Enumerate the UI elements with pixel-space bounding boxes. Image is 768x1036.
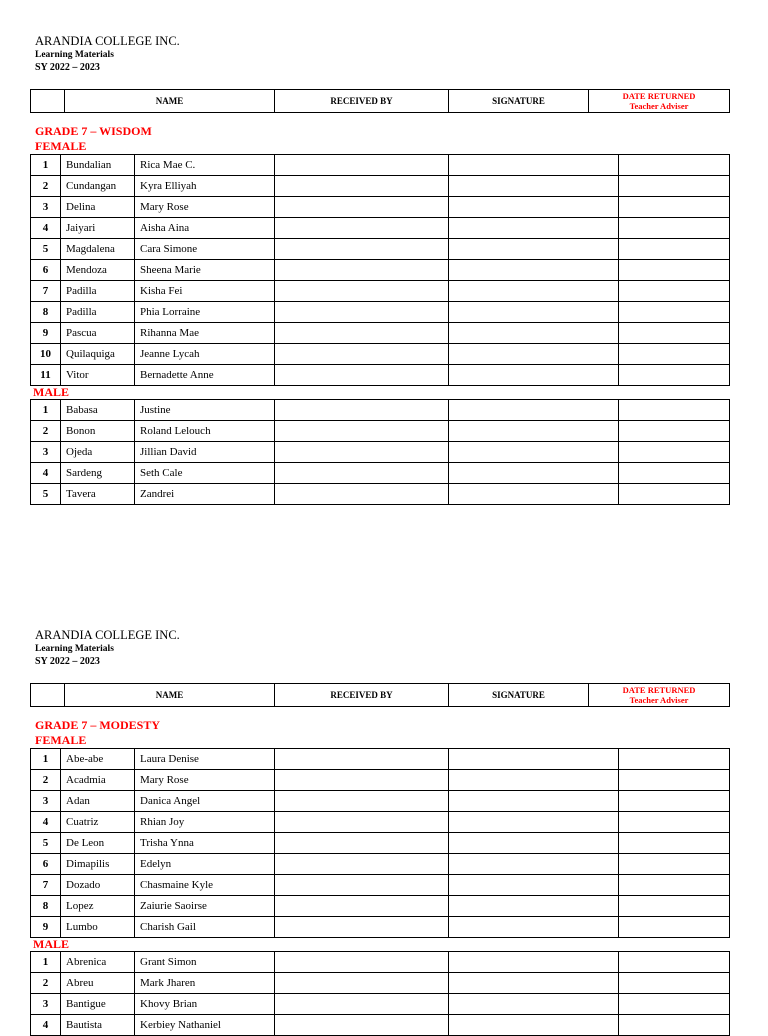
table-row [31,442,730,463]
first-name: Charish Gail [135,917,275,938]
received-by-cell [275,896,449,917]
date-returned-cell [619,442,730,463]
date-returned-cell [619,421,730,442]
female-label: FEMALE [35,733,87,747]
last-name: Lumbo [61,917,135,938]
first-name: Zaiurie Saoirse [135,896,275,917]
row-number: 11 [31,365,61,386]
school-name: ARANDIA COLLEGE INC. [35,34,180,48]
last-name: Padilla [61,281,135,302]
signature-cell [449,875,619,896]
date-returned-cell [619,973,730,994]
row-number: 2 [31,973,61,994]
row-number: 7 [31,875,61,896]
signature-cell [449,749,619,770]
number-header [31,684,65,707]
date-returned-cell [619,155,730,176]
signature-cell [449,400,619,421]
name-header: NAME [65,90,275,113]
table-row [31,770,730,791]
row-number: 2 [31,176,61,197]
first-name: Rihanna Mae [135,323,275,344]
row-number: 3 [31,791,61,812]
first-name: Trisha Ynna [135,833,275,854]
first-name: Kerbiey Nathaniel [135,1015,275,1036]
signature-cell [449,323,619,344]
table-row [31,917,730,938]
received-by-cell [275,1015,449,1036]
section-title: GRADE 7 – WISDOM [35,124,152,138]
first-name: Cara Simone [135,239,275,260]
last-name: Adan [61,791,135,812]
first-name: Bernadette Anne [135,365,275,386]
date-returned-cell [619,875,730,896]
first-name: Chasmaine Kyle [135,875,275,896]
date-returned-cell [619,400,730,421]
received-by-cell [275,176,449,197]
received-by-cell [275,323,449,344]
school-year: SY 2022 – 2023 [35,62,100,73]
date-returned-cell [619,218,730,239]
female-label: FEMALE [35,139,87,153]
row-number: 1 [31,400,61,421]
signature-cell [449,833,619,854]
last-name: Magdalena [61,239,135,260]
received-by-cell [275,442,449,463]
first-name: Rhian Joy [135,812,275,833]
date-returned-cell [619,239,730,260]
first-name: Mark Jharen [135,973,275,994]
table-row [31,281,730,302]
male-roster-table [30,951,730,1036]
date-returned-cell [619,463,730,484]
date-returned-cell [619,833,730,854]
table-row [31,155,730,176]
last-name: Padilla [61,302,135,323]
table-row [31,239,730,260]
male-label: MALE [33,937,69,951]
received-by-cell [275,770,449,791]
last-name: Bonon [61,421,135,442]
column-header-table [30,683,730,707]
row-number: 3 [31,994,61,1015]
row-number: 2 [31,421,61,442]
date-returned-header [589,90,730,113]
first-name: Edelyn [135,854,275,875]
signature-cell [449,952,619,973]
first-name: Mary Rose [135,197,275,218]
received-by-header: RECEIVED BY [275,90,449,113]
first-name: Roland Lelouch [135,421,275,442]
table-row [31,896,730,917]
last-name: Quilaquiga [61,344,135,365]
table-row [31,344,730,365]
section-title: GRADE 7 – MODESTY [35,718,161,732]
last-name: Lopez [61,896,135,917]
received-by-cell [275,973,449,994]
last-name: Abreu [61,973,135,994]
first-name: Jillian David [135,442,275,463]
table-row [31,994,730,1015]
row-number: 1 [31,749,61,770]
last-name: Ojeda [61,442,135,463]
female-roster-table [30,748,730,938]
table-row [31,833,730,854]
signature-cell [449,197,619,218]
row-number: 1 [31,155,61,176]
received-by-cell [275,791,449,812]
teacher-adviser-label: Teacher Adviser [629,101,689,111]
last-name: Cundangan [61,176,135,197]
date-returned-cell [619,854,730,875]
table-row [31,218,730,239]
date-returned-cell [619,917,730,938]
first-name: Rica Mae C. [135,155,275,176]
date-returned-cell [619,484,730,505]
received-by-cell [275,421,449,442]
row-number: 3 [31,197,61,218]
date-returned-header [589,684,730,707]
received-by-cell [275,260,449,281]
row-number: 4 [31,218,61,239]
last-name: Babasa [61,400,135,421]
last-name: Dozado [61,875,135,896]
date-returned-cell [619,260,730,281]
row-number: 2 [31,770,61,791]
received-by-cell [275,854,449,875]
table-row [31,854,730,875]
table-row [31,463,730,484]
signature-cell [449,973,619,994]
school-year: SY 2022 – 2023 [35,656,100,667]
received-by-cell [275,749,449,770]
signature-cell [449,896,619,917]
number-header [31,90,65,113]
last-name: Acadmia [61,770,135,791]
table-row [31,197,730,218]
first-name: Justine [135,400,275,421]
last-name: Vitor [61,365,135,386]
signature-cell [449,442,619,463]
table-row [31,749,730,770]
first-name: Khovy Brian [135,994,275,1015]
table-row [31,952,730,973]
signature-cell [449,994,619,1015]
first-name: Grant Simon [135,952,275,973]
first-name: Jeanne Lycah [135,344,275,365]
signature-cell [449,302,619,323]
received-by-cell [275,155,449,176]
date-returned-cell [619,770,730,791]
table-row [31,484,730,505]
last-name: Bautista [61,1015,135,1036]
row-number: 6 [31,260,61,281]
first-name: Zandrei [135,484,275,505]
table-row [31,302,730,323]
signature-header: SIGNATURE [449,90,589,113]
row-number: 10 [31,344,61,365]
date-returned-cell [619,812,730,833]
last-name: Tavera [61,484,135,505]
document-subtitle: Learning Materials [35,50,114,60]
last-name: Bundalian [61,155,135,176]
column-header-table [30,89,730,113]
signature-cell [449,484,619,505]
received-by-cell [275,281,449,302]
row-number: 4 [31,812,61,833]
row-number: 5 [31,833,61,854]
last-name: Pascua [61,323,135,344]
signature-cell [449,155,619,176]
row-number: 5 [31,239,61,260]
date-returned-cell [619,791,730,812]
table-row [31,176,730,197]
date-returned-cell [619,197,730,218]
first-name: Kisha Fei [135,281,275,302]
signature-cell [449,812,619,833]
date-returned-cell [619,302,730,323]
signature-cell [449,365,619,386]
last-name: Sardeng [61,463,135,484]
table-row [31,400,730,421]
table-row [31,1015,730,1036]
table-row [31,973,730,994]
signature-cell [449,917,619,938]
received-by-header: RECEIVED BY [275,684,449,707]
table-row [31,421,730,442]
received-by-cell [275,917,449,938]
received-by-cell [275,400,449,421]
signature-cell [449,344,619,365]
document-subtitle: Learning Materials [35,644,114,654]
signature-cell [449,463,619,484]
row-number: 4 [31,463,61,484]
received-by-cell [275,344,449,365]
last-name: Abe-abe [61,749,135,770]
table-row [31,791,730,812]
name-header: NAME [65,684,275,707]
signature-cell [449,260,619,281]
date-returned-cell [619,749,730,770]
last-name: De Leon [61,833,135,854]
last-name: Jaiyari [61,218,135,239]
received-by-cell [275,463,449,484]
row-number: 9 [31,917,61,938]
date-returned-cell [619,994,730,1015]
first-name: Danica Angel [135,791,275,812]
date-returned-cell [619,344,730,365]
signature-cell [449,1015,619,1036]
date-returned-cell [619,1015,730,1036]
date-returned-label: DATE RETURNED [622,685,696,695]
received-by-cell [275,875,449,896]
first-name: Sheena Marie [135,260,275,281]
received-by-cell [275,365,449,386]
first-name: Aisha Aina [135,218,275,239]
last-name: Delina [61,197,135,218]
row-number: 8 [31,302,61,323]
date-returned-cell [619,365,730,386]
first-name: Laura Denise [135,749,275,770]
first-name: Seth Cale [135,463,275,484]
signature-cell [449,854,619,875]
male-roster-table [30,399,730,505]
row-number: 4 [31,1015,61,1036]
last-name: Dimapilis [61,854,135,875]
received-by-cell [275,994,449,1015]
female-roster-table [30,154,730,386]
table-row [31,323,730,344]
first-name: Kyra Elliyah [135,176,275,197]
row-number: 6 [31,854,61,875]
signature-header: SIGNATURE [449,684,589,707]
table-row [31,875,730,896]
table-row [31,365,730,386]
date-returned-cell [619,952,730,973]
received-by-cell [275,812,449,833]
last-name: Abrenica [61,952,135,973]
date-returned-label: DATE RETURNED [622,91,696,101]
last-name: Cuatriz [61,812,135,833]
row-number: 8 [31,896,61,917]
signature-cell [449,218,619,239]
row-number: 9 [31,323,61,344]
date-returned-cell [619,281,730,302]
last-name: Mendoza [61,260,135,281]
last-name: Bantigue [61,994,135,1015]
signature-cell [449,239,619,260]
received-by-cell [275,239,449,260]
signature-cell [449,791,619,812]
received-by-cell [275,833,449,854]
signature-cell [449,770,619,791]
teacher-adviser-label: Teacher Adviser [629,695,689,705]
date-returned-cell [619,896,730,917]
signature-cell [449,176,619,197]
male-label: MALE [33,385,69,399]
row-number: 5 [31,484,61,505]
date-returned-cell [619,176,730,197]
first-name: Phia Lorraine [135,302,275,323]
received-by-cell [275,484,449,505]
first-name: Mary Rose [135,770,275,791]
received-by-cell [275,952,449,973]
date-returned-cell [619,323,730,344]
received-by-cell [275,218,449,239]
table-row [31,260,730,281]
row-number: 1 [31,952,61,973]
received-by-cell [275,302,449,323]
signature-cell [449,281,619,302]
row-number: 7 [31,281,61,302]
signature-cell [449,421,619,442]
row-number: 3 [31,442,61,463]
school-name: ARANDIA COLLEGE INC. [35,628,180,642]
table-row [31,812,730,833]
received-by-cell [275,197,449,218]
